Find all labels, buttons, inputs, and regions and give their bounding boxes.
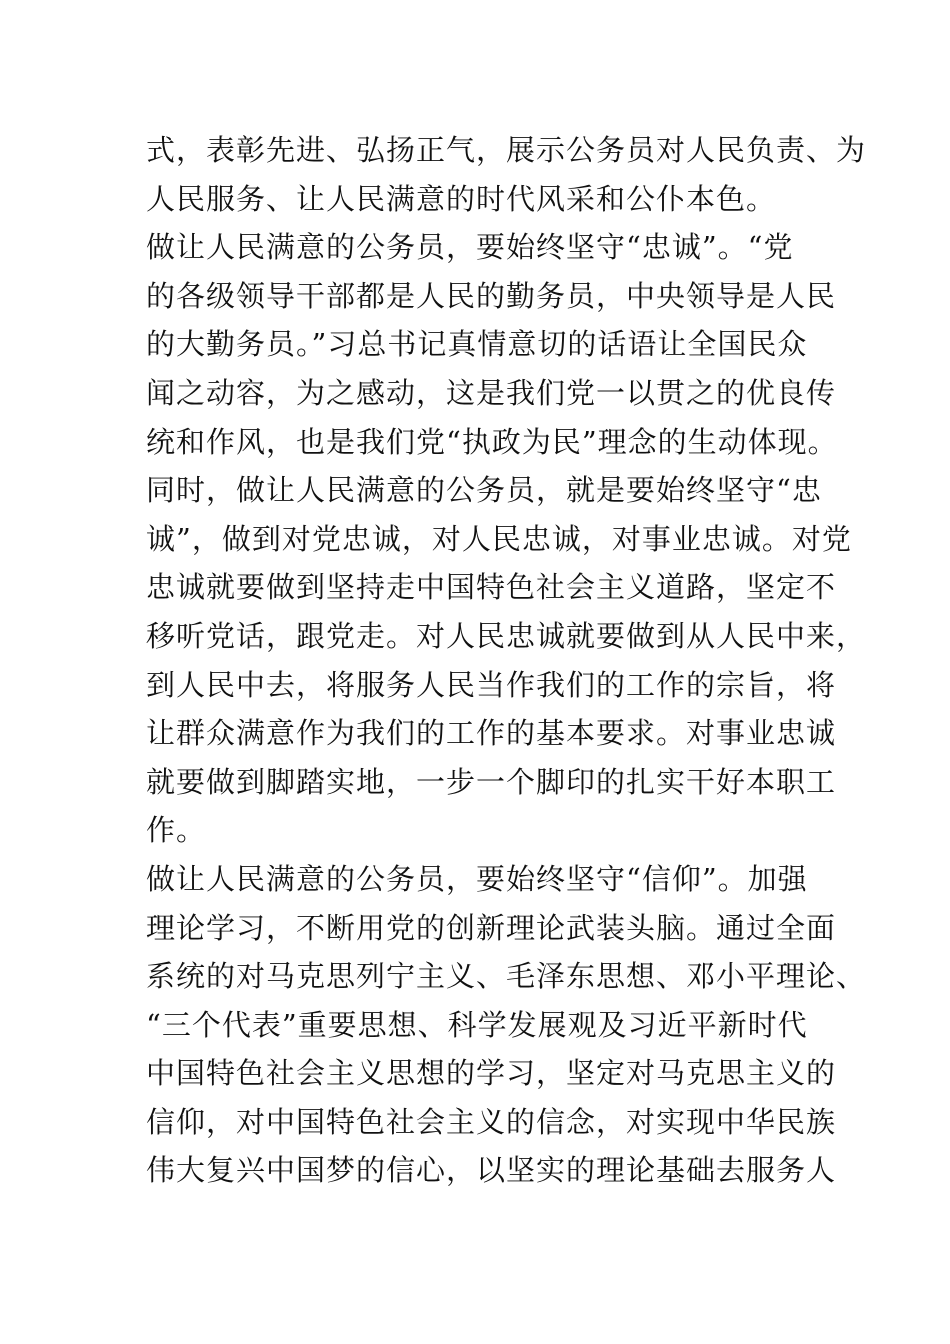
text-line: 诚”，做到对党忠诚，对人民忠诚，对事业忠诚。对党 [146,521,852,556]
text-line: 理论学习，不断用党的创新理论武装头脑。通过全面 [146,910,837,945]
text-line: 做让人民满意的公务员，要始终坚守“信仰”。加强 [146,861,808,896]
text-line: 统和作风，也是我们党“执政为民”理念的生动体现。 [146,424,838,459]
text-line: 忠诚就要做到坚持走中国特色社会主义道路，坚定不 [146,570,837,605]
text-line: 的大勤务员。”习总书记真情意切的话语让全国民众 [146,327,808,362]
text-line: 移听党话，跟党走。对人民忠诚就要做到从人民中来， [146,618,867,653]
text-line: 作。 [146,813,207,848]
text-line: 同时，做让人民满意的公务员，就是要始终坚守“忠 [146,473,822,508]
text-line: 就要做到脚踏实地，一步一个脚印的扎实干好本职工 [146,764,837,799]
text-line: 系统的对马克思列宁主义、毛泽东思想、邓小平理论、 [146,959,867,994]
text-line: 闻之动容，为之感动，这是我们党一以贯之的优良传 [146,375,837,410]
text-line: 让群众满意作为我们的工作的基本要求。对事业忠诚 [146,716,837,751]
text-line: 伟大复兴中国梦的信心，以坚实的理论基础去服务人 [146,1153,837,1188]
text-line: 的各级领导干部都是人民的勤务员，中央领导是人民 [146,278,837,313]
text-line: 中国特色社会主义思想的学习，坚定对马克思主义的 [146,1056,837,1091]
text-line: 做让人民满意的公务员，要始终坚守“忠诚”。“党 [146,230,794,265]
text-line: 式，表彰先进、弘扬正气，展示公务员对人民负责、为 [146,133,867,167]
text-line: 人民服务、让人民满意的时代风采和公仆本色。 [146,181,777,216]
text-line: “三个代表”重要思想、科学发展观及习近平新时代 [146,1007,808,1042]
text-line: 到人民中去，将服务人民当作我们的工作的宗旨，将 [146,667,837,702]
text-line: 信仰，对中国特色社会主义的信念，对实现中华民族 [146,1104,837,1139]
body-text [146,126,867,1195]
